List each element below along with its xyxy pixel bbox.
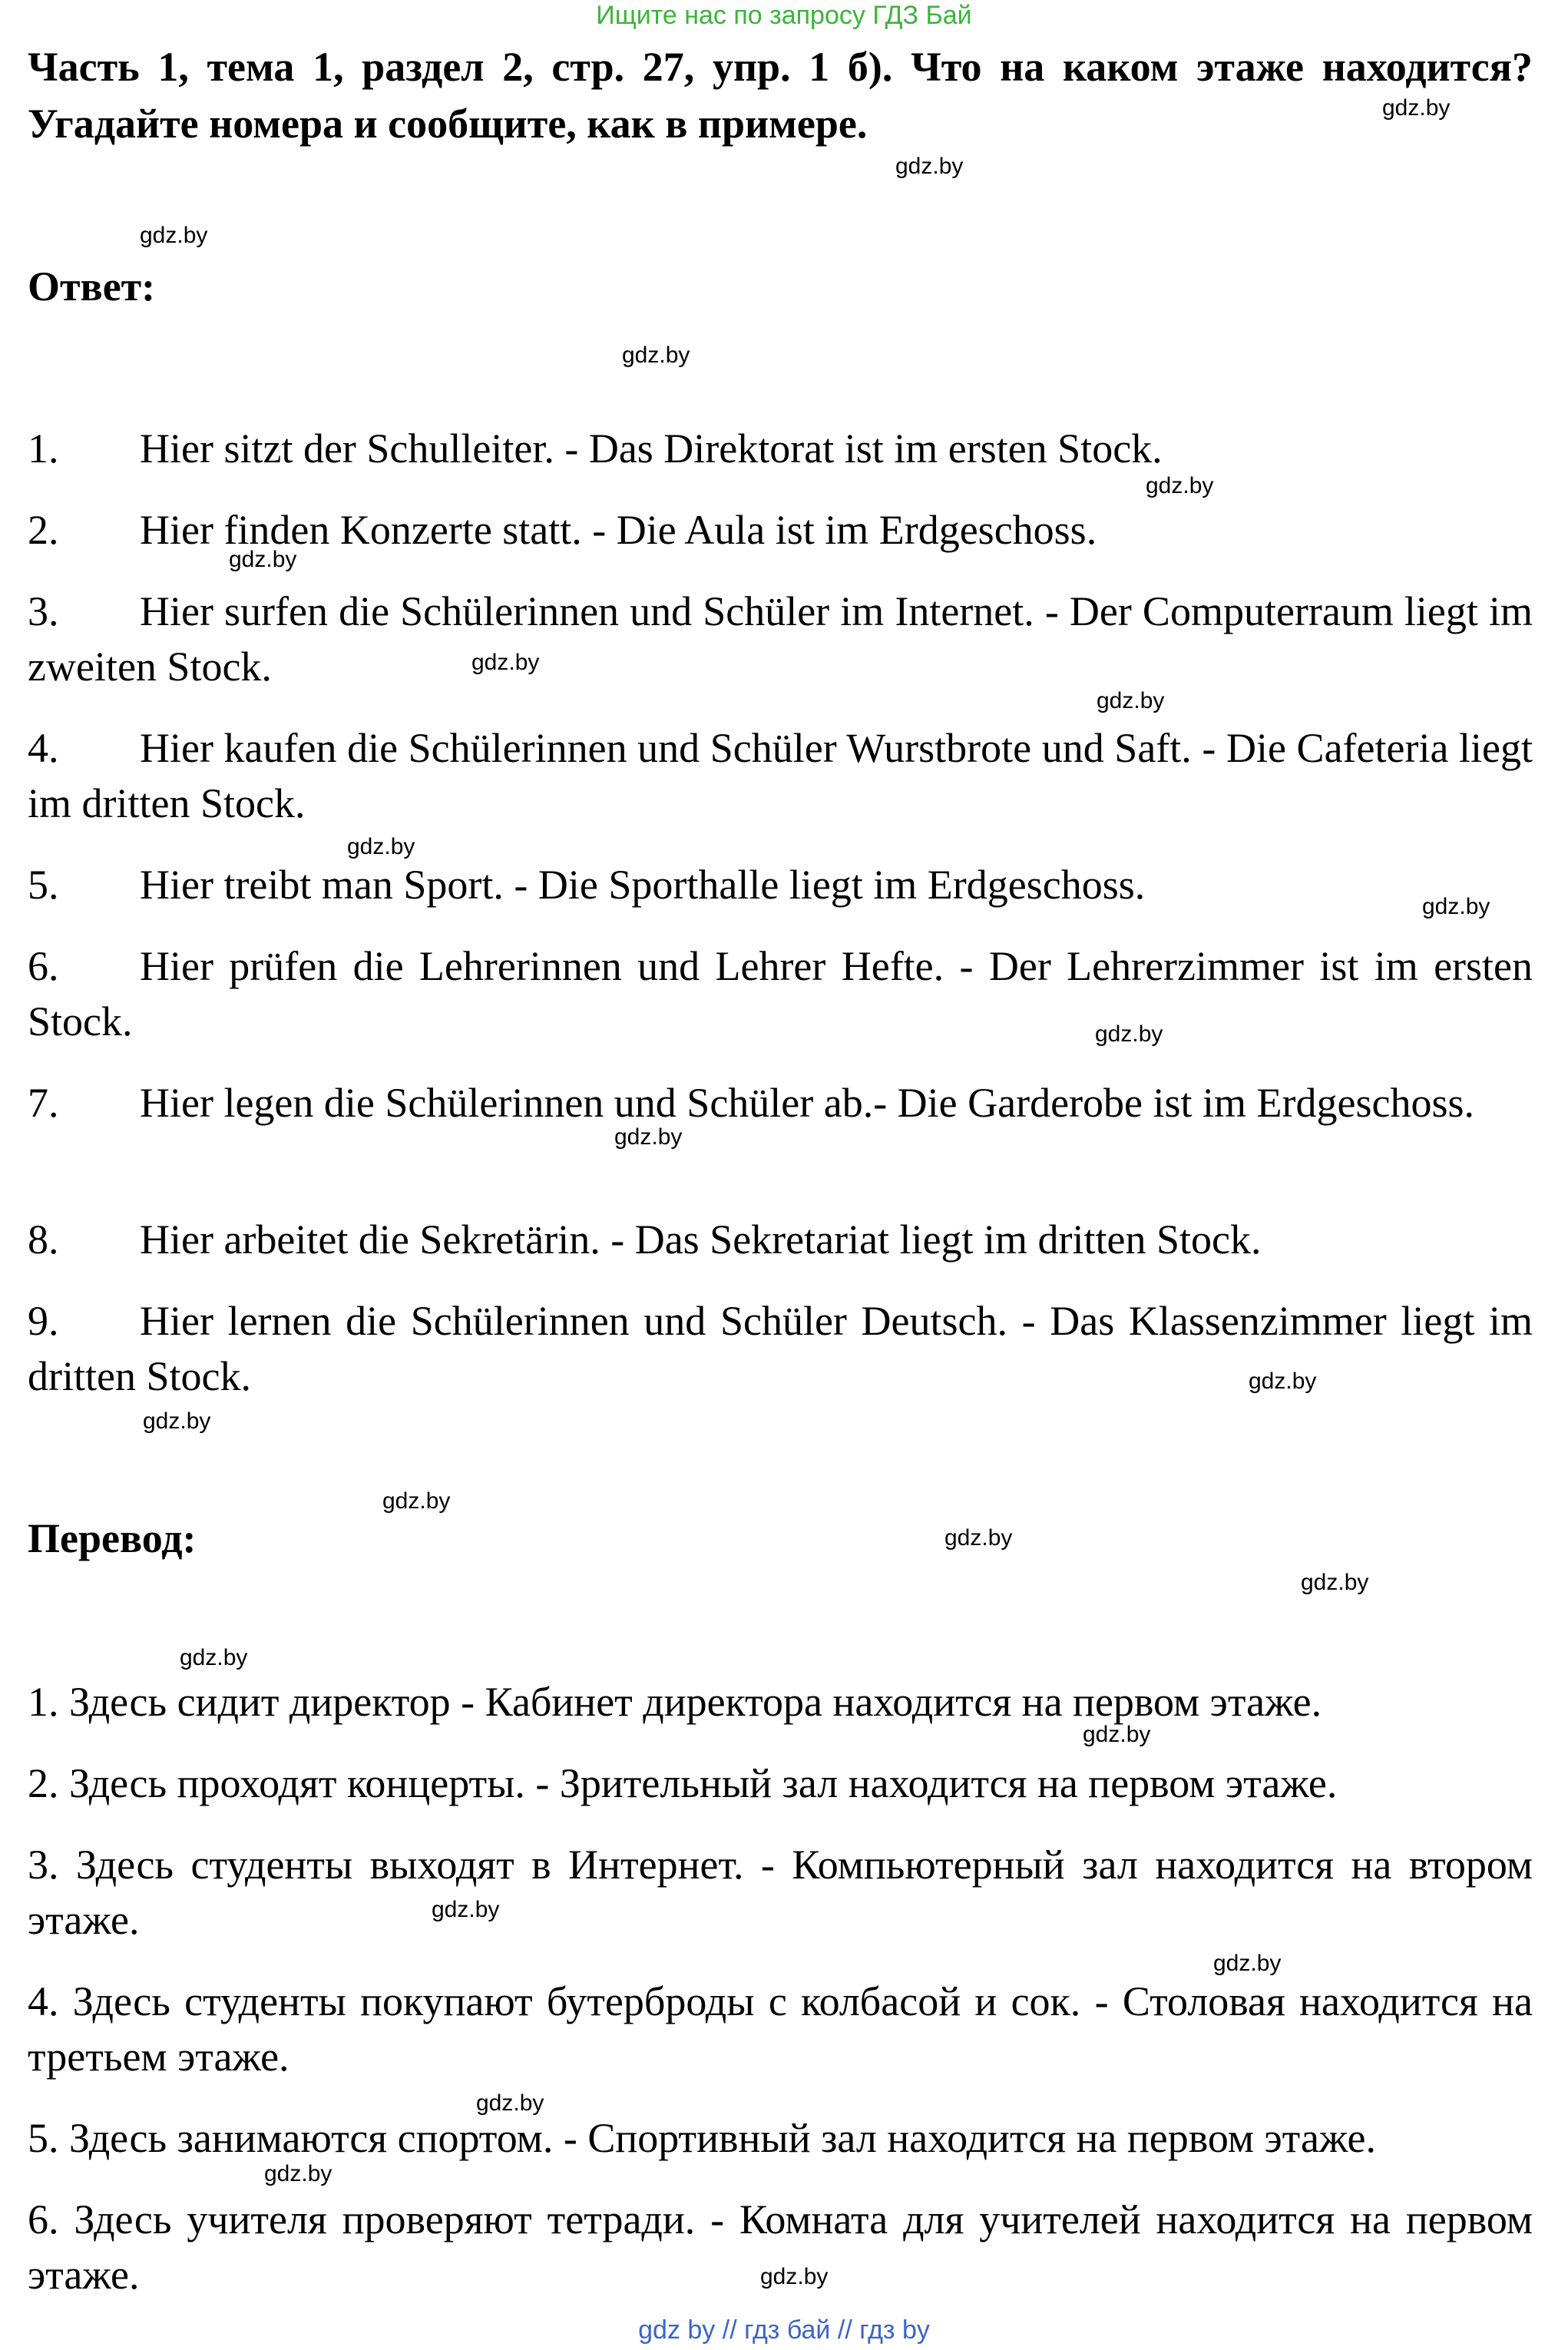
watermark: gdz.by [1382, 95, 1451, 121]
answer-number: 1. [28, 425, 59, 472]
watermark: gdz.by [622, 343, 690, 368]
translation-item-1: 1. Здесь сидит директор - Кабинет директора находится на первом этаже. [28, 1679, 1322, 1725]
answer-number: 7. [28, 1080, 59, 1126]
answer-number: 4. [28, 725, 59, 771]
answer-item-1 [28, 421, 1533, 476]
answer-text: Hier legen die Schülerinnen und Schüler ab.- Die Garderobe ist im Erdgeschoss. [140, 1080, 1474, 1126]
translation-item-4: 4. Здесь студенты покупают бутерброды с колбасой и сок. - Столовая находится на третьем этаже. [28, 1978, 1533, 2080]
watermark: gdz.by [382, 1488, 451, 1514]
answer-heading: Ответ: [28, 263, 156, 309]
watermark: gdz.by [140, 223, 208, 248]
answer-number: 6. [28, 943, 59, 989]
answer-number: 8. [28, 1216, 59, 1263]
watermark: gdz.by [264, 2161, 332, 2186]
watermark: gdz.by [229, 547, 297, 572]
answer-text: Hier kaufen die Schülerinnen und Schüler Wurstbrote und Saft. - Die Cafeteria liegt im dritten Stock. [28, 725, 1533, 826]
watermark: gdz.by [1249, 1369, 1317, 1394]
watermark: gdz.by [432, 1897, 500, 1922]
answer-text: Hier sitzt der Schulleiter. - Das Direktorat ist im ersten Stock. [140, 425, 1163, 472]
answer-text: Hier arbeitet die Sekretärin. - Das Sekretariat liegt im dritten Stock. [140, 1216, 1262, 1263]
watermark: gdz.by [471, 650, 540, 675]
bottom-banner[interactable]: gdz by // гдз бай // гдз by [638, 2315, 930, 2345]
exercise-title: Часть 1, тема 1, раздел 2, стр. 27, упр. 1 б). Что на каком этаже находится? Угадайте номера и сообщите, как в примере. [28, 44, 1533, 147]
answer-item-7 [28, 1075, 1533, 1130]
watermark: gdz.by [614, 1124, 683, 1150]
watermark: gdz.by [347, 834, 415, 859]
answer-item-8 [28, 1212, 1533, 1267]
answer-item-3 [28, 584, 1533, 694]
watermark: gdz.by [1095, 1021, 1163, 1047]
translation-item-3: 3. Здесь студенты выходят в Интернет. - Компьютерный зал находится на втором этаже. [28, 1842, 1533, 1943]
watermark: gdz.by [895, 154, 964, 179]
watermark: gdz.by [476, 2090, 544, 2116]
watermark: gdz.by [1213, 1951, 1282, 1976]
answer-item-4 [28, 720, 1533, 831]
translation-heading: Перевод: [28, 1515, 197, 1561]
watermark: gdz.by [1083, 1722, 1151, 1747]
watermark: gdz.by [1097, 688, 1165, 713]
answer-item-6 [28, 938, 1533, 1049]
answer-text: Hier lernen die Schülerinnen und Schüler Deutsch. - Das Klassenzimmer liegt im dritten Stock. [28, 1298, 1533, 1399]
translation-item-5: 5. Здесь занимаются спортом. - Спортивный зал находится на первом этаже. [28, 2115, 1376, 2161]
answer-text: Hier treibt man Sport. - Die Sporthalle liegt im Erdgeschoss. [140, 862, 1146, 908]
watermark: gdz.by [944, 1525, 1013, 1551]
answer-text: Hier finden Konzerte statt. - Die Aula ist im Erdgeschoss. [140, 507, 1097, 553]
answer-text: Hier prüfen die Lehrerinnen und Lehrer Hefte. - Der Lehrerzimmer ist im ersten Stock. [28, 943, 1533, 1044]
answer-item-5 [28, 857, 1533, 912]
watermark: gdz.by [1146, 473, 1214, 498]
translation-item-2: 2. Здесь проходят концерты. - Зрительный зал находится на первом этаже. [28, 1760, 1338, 1806]
answer-number: 2. [28, 507, 59, 553]
answer-number: 9. [28, 1298, 59, 1344]
watermark: gdz.by [1422, 894, 1490, 919]
translation-item-6: 6. Здесь учителя проверяют тетради. - Комната для учителей находится на первом этаже. [28, 2196, 1533, 2298]
watermark: gdz.by [760, 2264, 829, 2289]
top-banner[interactable]: Ищите нас по запросу ГДЗ Бай [596, 1, 972, 30]
watermark: gdz.by [180, 1645, 248, 1670]
watermark: gdz.by [143, 1408, 211, 1434]
answer-text: Hier surfen die Schülerinnen und Schüler im Internet. - Der Computerraum liegt im zweiten Stock. [28, 588, 1533, 690]
watermark: gdz.by [1301, 1570, 1369, 1595]
answer-number: 5. [28, 862, 59, 908]
answer-number: 3. [28, 588, 59, 634]
